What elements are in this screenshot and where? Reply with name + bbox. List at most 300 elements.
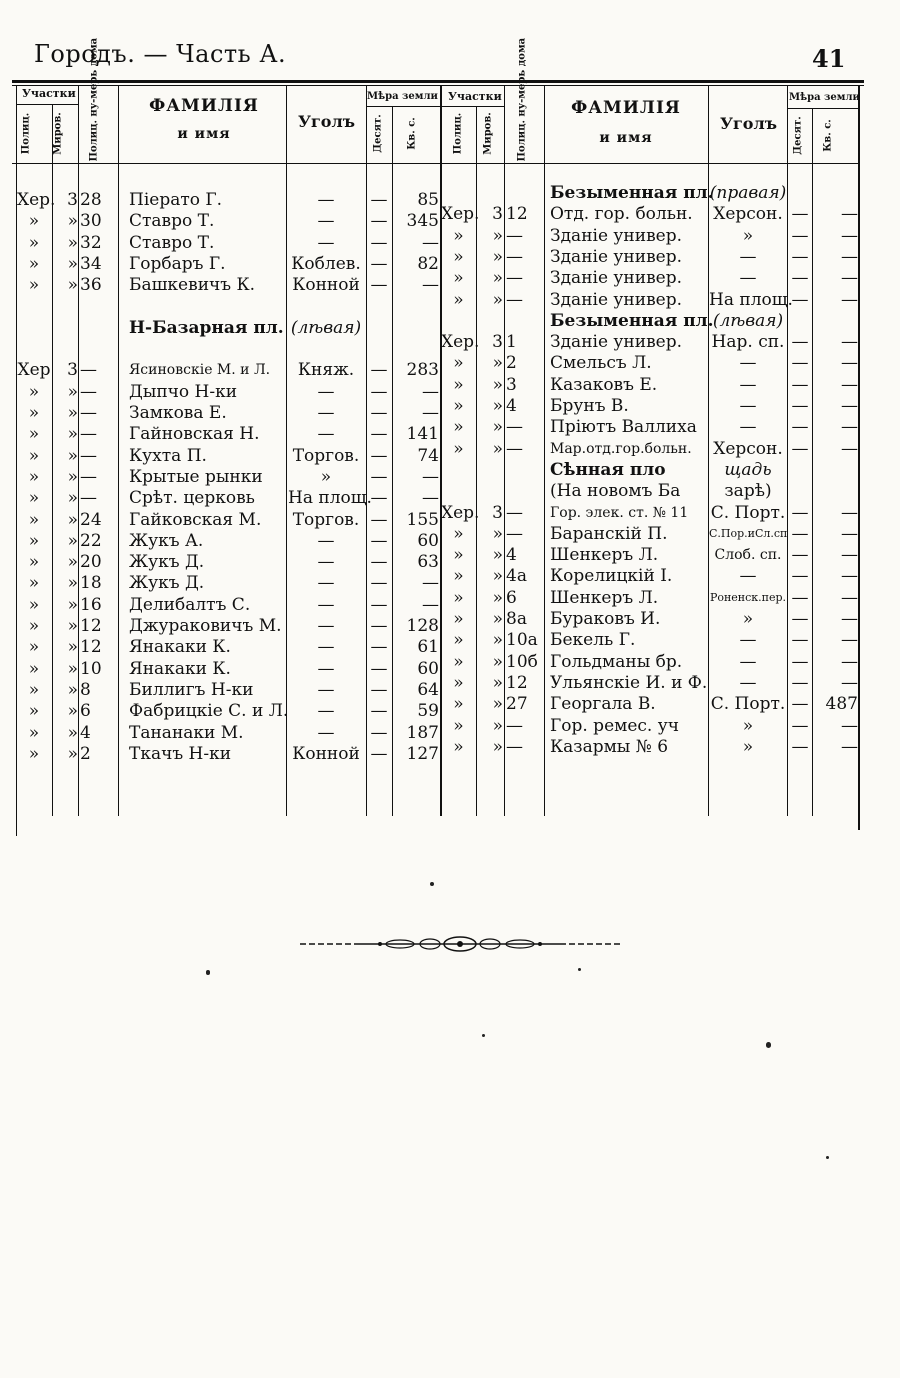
right-d-cell: — (791, 672, 809, 693)
right-p-cell: » (453, 587, 464, 608)
right-name-cell: Гор. элек. ст. № 11 (550, 504, 689, 521)
right-name-cell: Безыменная пл. (550, 310, 714, 331)
left-n-cell: 28 (80, 190, 102, 210)
right-p-cell: » (453, 438, 464, 459)
left-d-cell: — (370, 573, 388, 594)
left-d-cell: — (370, 552, 388, 573)
left-p-cell: » (28, 488, 40, 509)
left-name-cell: Биллигъ Н-ки (129, 679, 254, 700)
left-ugol-cell: — (317, 381, 335, 402)
left-p-cell: » (28, 466, 40, 487)
left-p-cell: » (28, 658, 40, 679)
right-n-cell: 1 (506, 332, 517, 353)
right-n-cell: 4 (506, 396, 517, 416)
polits-header-left: Полиц. (20, 112, 32, 155)
left-name-cell: Піерато Г. (129, 190, 223, 210)
table-row (0, 331, 900, 353)
right-kv-cell: 487 (825, 694, 858, 715)
right-d-cell: — (791, 417, 809, 438)
print-speck (766, 1042, 771, 1048)
left-m-cell: » (67, 616, 78, 636)
left-ugol-cell: — (317, 594, 335, 615)
right-ugol-cell: — (739, 672, 757, 693)
table-row (0, 651, 900, 673)
right-d-cell: — (791, 353, 809, 374)
right-m-cell: » (492, 374, 503, 395)
left-kv-cell: — (422, 466, 439, 487)
left-m-cell: » (67, 743, 78, 764)
right-name-cell: Зданіе универ. (550, 225, 683, 246)
right-kv-cell: — (841, 246, 858, 267)
left-p-cell: » (28, 701, 40, 722)
table-row (0, 182, 900, 204)
mirov-header-left: Миров. (52, 112, 64, 155)
table-row (0, 587, 900, 609)
right-name-cell: Безыменная пл. (550, 183, 714, 203)
table-row (0, 416, 900, 438)
uchastki-header-left: Участки (22, 87, 76, 100)
right-ugol-cell: С.Пор.иСл.сп (709, 526, 788, 540)
left-n-cell: 6 (80, 701, 91, 722)
mera-header-left: Мѣра земли (367, 91, 438, 102)
right-p-cell: » (453, 609, 464, 629)
left-name-cell: Башкевичъ К. (129, 275, 256, 296)
left-p-cell: » (28, 722, 40, 743)
left-name-cell: Дыпчо Н-ки (129, 381, 238, 402)
left-d-cell: — (370, 658, 388, 679)
right-p-cell: » (453, 694, 464, 715)
left-m-cell: » (67, 594, 78, 615)
left-m-cell: » (67, 509, 78, 530)
left-kv-cell: — (422, 594, 439, 615)
right-kv-cell: — (841, 651, 858, 672)
right-kv-cell: — (841, 353, 858, 374)
left-ugol-cell: — (317, 211, 335, 232)
left-n-cell: — (80, 360, 97, 381)
left-name-cell: Жукъ Д. (129, 552, 205, 573)
print-speck (826, 1156, 829, 1159)
right-n-cell: — (506, 736, 523, 757)
right-name-cell: Зданіе универ. (550, 289, 683, 310)
left-kv-cell: 155 (406, 509, 439, 530)
left-m-cell: » (67, 403, 78, 423)
right-n-cell: — (506, 715, 523, 736)
left-kv-cell: 283 (406, 360, 439, 381)
left-p-cell: » (28, 424, 40, 445)
right-m-cell: » (492, 545, 503, 566)
i-imya-header-right: и имя (599, 130, 653, 146)
table-row (0, 715, 900, 737)
left-ugol-cell: » (320, 466, 332, 487)
left-n-cell: 4 (80, 722, 91, 743)
right-p-cell: » (453, 630, 464, 651)
right-m-cell: » (492, 651, 503, 672)
right-kv-cell: — (841, 374, 858, 395)
left-d-cell: — (370, 360, 388, 381)
left-p-cell: » (28, 445, 40, 466)
left-n-cell: 10 (80, 658, 102, 679)
right-ugol-cell: — (739, 353, 757, 374)
right-n-cell: — (506, 225, 523, 246)
right-kv-cell: — (841, 268, 858, 289)
right-n-cell: 6 (506, 587, 517, 608)
right-ugol-cell: » (742, 715, 754, 736)
right-ugol-cell: На площ. (709, 289, 793, 310)
left-kv-cell: 85 (417, 190, 439, 210)
right-p-cell: » (453, 396, 464, 416)
left-ugol-cell: Конной (292, 275, 360, 296)
left-name-cell: Замкова Е. (129, 403, 227, 423)
desiat-header-right: Десят. (792, 116, 804, 155)
right-m-cell: » (492, 694, 503, 715)
right-p-cell: » (453, 566, 464, 587)
left-m-cell: » (67, 637, 78, 658)
right-ugol-cell: (правая) (709, 183, 787, 203)
left-name-cell: Тананаки М. (129, 722, 244, 743)
left-m-cell: » (67, 445, 78, 466)
right-ugol-cell: зарѣ) (724, 481, 772, 502)
left-name-cell: Горбаръ Г. (129, 253, 226, 274)
left-m-cell: » (67, 722, 78, 743)
i-imya-header-left: и имя (177, 126, 231, 142)
right-p-cell: » (453, 289, 464, 310)
right-kv-cell: — (841, 289, 858, 310)
left-n-cell: 20 (80, 552, 102, 573)
left-n-cell: — (80, 403, 97, 423)
right-kv-cell: — (841, 566, 858, 587)
left-ugol-cell: — (317, 190, 335, 210)
table-row (0, 459, 900, 481)
right-d-cell: — (791, 523, 809, 544)
right-ugol-cell: щадь (724, 459, 772, 480)
right-n-cell: 4 (506, 545, 517, 566)
left-n-cell: 34 (80, 253, 102, 274)
left-name-cell: Ставро Т. (129, 232, 215, 253)
table-row (0, 629, 900, 651)
left-kv-cell: 74 (417, 445, 439, 466)
right-ugol-cell: — (739, 651, 757, 672)
left-m-cell: 3 (67, 360, 78, 381)
right-name-cell: Пріютъ Валлиха (550, 417, 697, 438)
right-m-cell: » (492, 566, 503, 587)
print-speck (578, 968, 581, 971)
left-name-cell: Кухта П. (129, 445, 207, 466)
left-ugol-cell: — (317, 530, 335, 551)
right-p-cell: Хер. (441, 502, 480, 523)
left-ugol-cell: — (317, 722, 335, 743)
right-name-cell: Мар.отд.гор.больн. (550, 440, 692, 457)
right-m-cell: 3 (492, 204, 503, 225)
left-name-cell: Делибалтъ С. (129, 594, 251, 615)
right-d-cell: — (791, 587, 809, 608)
right-kv-cell: — (841, 523, 858, 544)
left-n-cell: 22 (80, 530, 102, 551)
right-m-cell: » (492, 353, 503, 374)
right-p-cell: » (453, 715, 464, 736)
left-kv-cell: 82 (417, 253, 439, 274)
right-ugol-cell: Слоб. сп. (714, 547, 782, 564)
right-ugol-cell: — (739, 268, 757, 289)
left-m-cell: » (67, 552, 78, 573)
table-row (0, 736, 900, 758)
left-n-cell: 18 (80, 573, 102, 594)
left-m-cell: » (67, 232, 78, 253)
right-name-cell: Казаковъ Е. (550, 374, 658, 395)
left-kv-cell: — (422, 275, 439, 296)
right-ugol-cell: » (742, 609, 754, 629)
right-kv-cell: — (841, 396, 858, 416)
left-n-cell: 2 (80, 743, 91, 764)
left-name-cell: Джураковичъ М. (129, 616, 282, 636)
right-d-cell: — (791, 268, 809, 289)
left-ugol-cell: — (317, 616, 335, 636)
left-name-cell: Ткачъ Н-ки (129, 743, 232, 764)
right-kv-cell: — (841, 672, 858, 693)
right-name-cell: Отд. гор. больн. (550, 204, 693, 225)
left-kv-cell: 59 (417, 701, 439, 722)
right-m-cell: » (492, 672, 503, 693)
right-name-cell: Зданіе универ. (550, 268, 683, 289)
right-n-cell: 4а (506, 566, 527, 587)
right-kv-cell: — (841, 630, 858, 651)
right-kv-cell: — (841, 715, 858, 736)
right-name-cell: Сѣнная пло (550, 459, 666, 480)
right-name-cell: Бураковъ И. (550, 609, 661, 629)
right-m-cell: » (492, 289, 503, 310)
ornament-divider (300, 932, 620, 956)
left-n-cell: — (80, 424, 97, 445)
left-kv-cell: 61 (417, 637, 439, 658)
familia-header-right: ФАМИЛІЯ (571, 98, 681, 118)
right-ugol-cell: — (739, 417, 757, 438)
left-d-cell: — (370, 679, 388, 700)
left-d-cell: — (370, 722, 388, 743)
right-p-cell: » (453, 672, 464, 693)
left-name-cell: Янакаки К. (129, 637, 231, 658)
left-n-cell: 16 (80, 594, 102, 615)
left-m-cell: » (67, 275, 78, 296)
uchastki-rule-right (442, 106, 504, 107)
right-d-cell: — (791, 651, 809, 672)
right-d-cell: — (791, 609, 809, 629)
right-n-cell: — (506, 523, 523, 544)
left-n-cell: — (80, 445, 97, 466)
desiat-header-left: Десят. (372, 114, 384, 153)
right-p-cell: » (453, 353, 464, 374)
left-d-cell: — (370, 616, 388, 636)
left-d-cell: — (370, 232, 388, 253)
left-p-cell: Хер. (17, 190, 56, 210)
right-d-cell: — (791, 225, 809, 246)
right-m-cell: » (492, 715, 503, 736)
left-ugol-cell: — (317, 679, 335, 700)
left-n-cell: 24 (80, 509, 102, 530)
left-ugol-cell: — (317, 232, 335, 253)
right-name-cell: Зданіе универ. (550, 332, 683, 353)
left-n-cell: 12 (80, 637, 102, 658)
right-p-cell: » (453, 225, 464, 246)
right-d-cell: — (791, 332, 809, 353)
right-n-cell: 2 (506, 353, 517, 374)
left-p-cell: » (28, 743, 40, 764)
left-d-cell: — (370, 445, 388, 466)
right-d-cell: — (791, 374, 809, 395)
left-kv-cell: — (422, 573, 439, 594)
right-ugol-cell: Херсон. (713, 438, 783, 459)
left-d-cell: — (370, 701, 388, 722)
left-name-cell: Фабрицкіе С. и Л. (129, 701, 289, 722)
right-d-cell: — (791, 289, 809, 310)
left-d-cell: — (370, 637, 388, 658)
right-n-cell: 10а (506, 630, 538, 651)
left-name-cell: Гайновская Н. (129, 424, 260, 445)
kvs-header-right: Кв. с. (822, 119, 834, 152)
top-rule-thin (12, 85, 864, 86)
left-p-cell: » (28, 509, 40, 530)
right-name-cell: Баранскій П. (550, 523, 668, 544)
right-n-cell: 27 (506, 694, 528, 715)
table-row (0, 310, 900, 332)
right-p-cell: » (453, 736, 464, 757)
left-d-cell: — (370, 743, 388, 764)
print-speck (430, 882, 434, 886)
mirov-header-right: Миров. (482, 112, 494, 155)
left-n-cell: 36 (80, 275, 102, 296)
right-n-cell: 12 (506, 204, 528, 225)
table-row (0, 502, 900, 524)
right-name-cell: Георгала В. (550, 694, 656, 715)
table-row (0, 395, 900, 417)
left-kv-cell: 60 (417, 530, 439, 551)
left-name-cell: Янакаки К. (129, 658, 231, 679)
left-ugol-cell: На площ. (288, 488, 372, 509)
right-m-cell: » (492, 246, 503, 267)
left-name-cell: Срѣт. церковь (129, 488, 255, 509)
right-d-cell: — (791, 545, 809, 566)
right-p-cell: » (453, 651, 464, 672)
left-kv-cell: — (422, 232, 439, 253)
left-ugol-cell: — (317, 701, 335, 722)
table-row (0, 523, 900, 545)
right-ugol-cell: Нар. сп. (711, 332, 785, 353)
right-ugol-cell: — (739, 396, 757, 416)
table-row (0, 374, 900, 396)
polits-header-right: Полиц. (452, 112, 464, 155)
right-kv-cell: — (841, 609, 858, 629)
mera-rule-left (366, 106, 440, 107)
right-name-cell: Казармы № 6 (550, 736, 669, 757)
right-kv-cell: — (841, 204, 858, 225)
left-p-cell: » (28, 637, 40, 658)
right-m-cell: » (492, 417, 503, 438)
print-speck (206, 970, 210, 975)
table-row (0, 608, 900, 630)
page-number: 41 (812, 44, 846, 73)
left-d-cell: — (370, 381, 388, 402)
left-p-cell: » (28, 211, 40, 232)
left-p-cell: » (28, 573, 40, 594)
right-n-cell: 3 (506, 374, 517, 395)
right-ugol-cell: — (739, 246, 757, 267)
table-row (0, 225, 900, 247)
mera-rule-right (787, 108, 859, 109)
right-d-cell: — (791, 566, 809, 587)
right-kv-cell: — (841, 332, 858, 353)
right-name-cell: Бекель Г. (550, 630, 636, 651)
left-p-cell: » (28, 594, 40, 615)
left-n-cell: — (80, 381, 97, 402)
header-bottom-rule (12, 163, 858, 164)
right-name-cell: (На новомъ Ба (550, 481, 681, 502)
left-kv-cell: — (422, 403, 439, 423)
left-ugol-cell: — (317, 403, 335, 423)
right-m-cell: » (492, 268, 503, 289)
left-ugol-cell: Торгов. (292, 509, 360, 530)
right-name-cell: Гольдманы бр. (550, 651, 683, 672)
left-m-cell: » (67, 381, 78, 402)
right-m-cell: » (492, 587, 503, 608)
right-n-cell: — (506, 268, 523, 289)
left-name-cell: Н-Базарная пл. (129, 317, 284, 338)
right-n-cell: 8а (506, 609, 527, 629)
left-n-cell: — (80, 488, 97, 509)
right-m-cell: » (492, 225, 503, 246)
print-speck (482, 1034, 485, 1037)
table-row (0, 352, 900, 374)
right-n-cell: 10б (506, 651, 538, 672)
left-kv-cell: — (422, 381, 439, 402)
right-ugol-cell: — (739, 566, 757, 587)
left-p-cell: Хер (17, 360, 51, 381)
left-d-cell: — (370, 190, 388, 210)
left-name-cell: Гайковская М. (129, 509, 262, 530)
right-n-cell: — (506, 417, 523, 438)
left-ugol-cell: — (317, 573, 335, 594)
right-d-cell: — (791, 246, 809, 267)
left-d-cell: — (370, 275, 388, 296)
kvs-header-left: Кв. с. (406, 117, 418, 150)
right-d-cell: — (791, 204, 809, 225)
left-m-cell: » (67, 573, 78, 594)
right-p-cell: » (453, 417, 464, 438)
right-kv-cell: — (841, 587, 858, 608)
left-p-cell: » (28, 403, 40, 423)
left-d-cell: — (370, 424, 388, 445)
right-name-cell: Смельсъ Л. (550, 353, 652, 374)
left-kv-cell: 64 (417, 679, 439, 700)
left-n-cell: 12 (80, 616, 102, 636)
left-m-cell: » (67, 701, 78, 722)
uchastki-rule-left (16, 104, 78, 105)
right-name-cell: Корелицкій І. (550, 566, 673, 587)
left-ugol-cell: Коблев. (291, 253, 361, 274)
table-row (0, 438, 900, 460)
table-row (0, 693, 900, 715)
right-kv-cell: — (841, 417, 858, 438)
left-ugol-cell: (лѣвая) (290, 317, 362, 338)
left-n-cell: 32 (80, 232, 102, 253)
table-row (0, 672, 900, 694)
right-d-cell: — (791, 438, 809, 459)
right-p-cell: Хер. (441, 204, 480, 225)
right-p-cell: » (453, 545, 464, 566)
left-n-cell: — (80, 466, 97, 487)
left-d-cell: — (370, 253, 388, 274)
right-ugol-cell: — (739, 630, 757, 651)
left-m-cell: » (67, 488, 78, 509)
ugol-header-right: Уголъ (720, 114, 778, 133)
left-d-cell: — (370, 509, 388, 530)
